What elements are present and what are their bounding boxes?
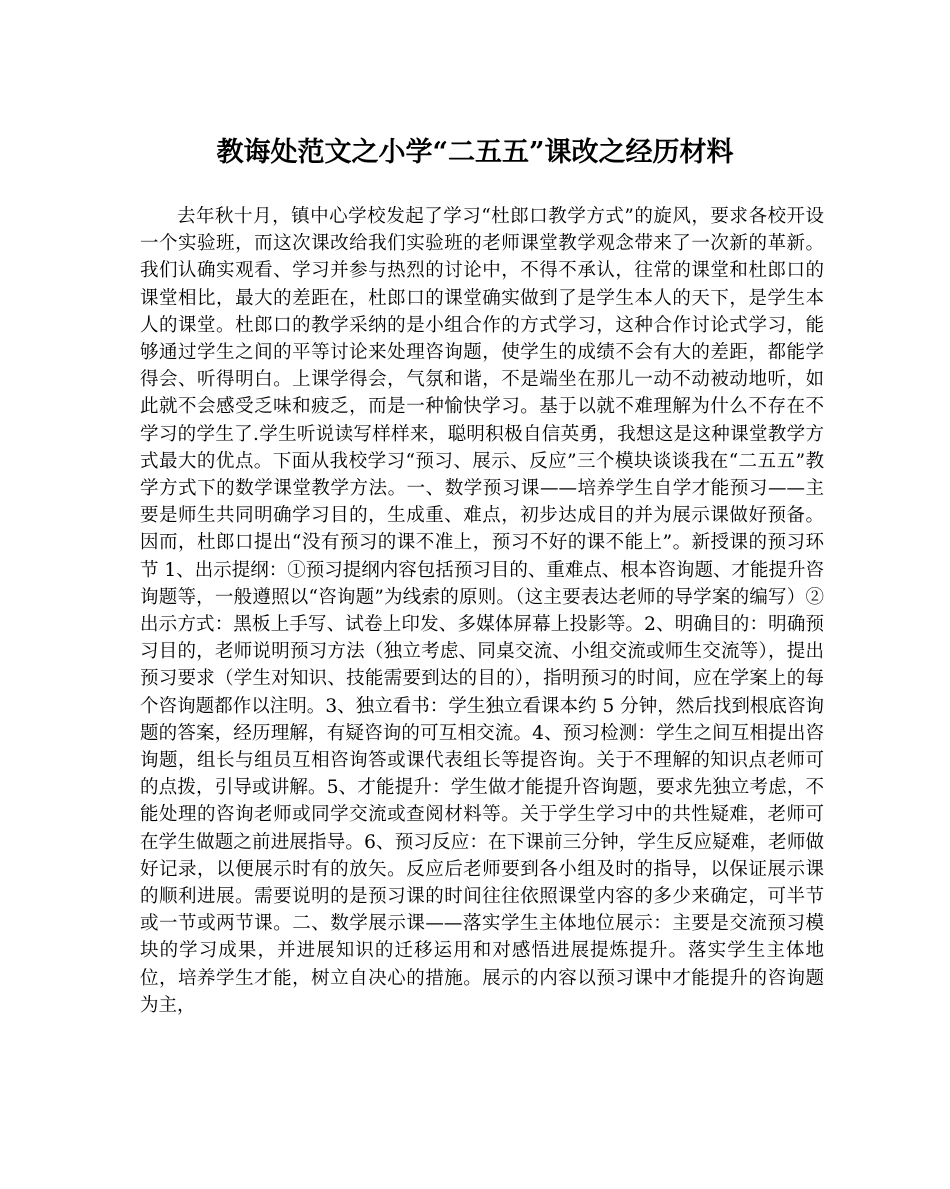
document-title: 教诲处范文之小学“二五五”课改之经历材料 xyxy=(216,137,734,168)
document-body-paragraph: 去年秋十月，镇中心学校发起了学习“杜郎口教学方式”的旋风，要求各校开设一个实验班，而这次课改给我们实验班的老师课堂教学观念带来了一次新的革新。我们认确实观看、学习并参与热烈的讨论中，不得不承认，往常的课堂和杜郎口的课堂相比，最大的差距在，杜郎口的课堂确实做到了是学生本人的天下，是学生本人的课堂。杜郎口的教学采纳的是小组合作的方式学习，这种合作讨论式学习，能够通过学生之间的平等讨论来处理咨询题，使学生的成绩不会有大的差距，都能学得会、听得明白。上课学得会，气氛和谐，不是端坐在那儿一动不动被动地听，如此就不会感受乏味和疲乏，而是一种愉快学习。基于以就不难理解为什么不存在不学习的学生了.学生听说读写样样来，聪明积极自信英勇，我想这是这种课堂教学方式最大的优点。下面从我校学习“预习、展示、反应”三个模块谈谈我在“二五五”教学方式下的数学课堂教学方法。一、数学预习课——培养学生自学才能预习——主要是师生共同明确学习目的，生成重、难点，初步达成目的并为展示课做好预备。因而，杜郎口提出“没有预习的课不准上，预习不好的课不能上”。新授课的预习环节 1、出示提纲：①预习提纲内容包括预习目的、重难点、根本咨询题、才能提升咨询题等，一般遵照以“咨询题”为线索的原则。（这主要表达老师的导学案的编写）②出示方式：黑板上手写、试卷上印发、多媒体屏幕上投影等。2、明确目的：明确预习目的，老师说明预习方法（独立考虑、同桌交流、小组交流或师生交流等），提出预习要求（学生对知识、技能需要到达的目的），指明预习的时间，应在学案上的每个咨询题都作以注明。3、独立看书：学生独立看课本约 5 分钟，然后找到根底咨询题的答案，经历理解，有疑咨询的可互相交流。4、预习检测：学生之间互相提出咨询题，组长与组员互相咨询答或课代表组长等提咨询。关于不理解的知识点老师可的点拨，引导或讲解。5、才能提升：学生做才能提升咨询题，要求先独立考虑，不能处理的咨询老师或同学交流或查阅材料等。关于学生学习中的共性疑难，老师可在学生做题之前进展指导。6、预习反应：在下课前三分钟，学生反应疑难，老师做好记录，以便展示时有的放矢。反应后老师要到各小组及时的指导，以保证展示课的顺利进展。需要说明的是预习课的时间往往依照课堂内容的多少来确定，可半节或一节或两节课。二、数学展示课——落实学生主体地位展示：主要是交流预习模块的学习成果，并进展知识的迁移运用和对感悟进展提炼提升。落实学生主体地位，培养学生才能，树立自决心的措施。展示的内容以预习课中才能提升的咨询题为主， xyxy=(140,206,824,1016)
